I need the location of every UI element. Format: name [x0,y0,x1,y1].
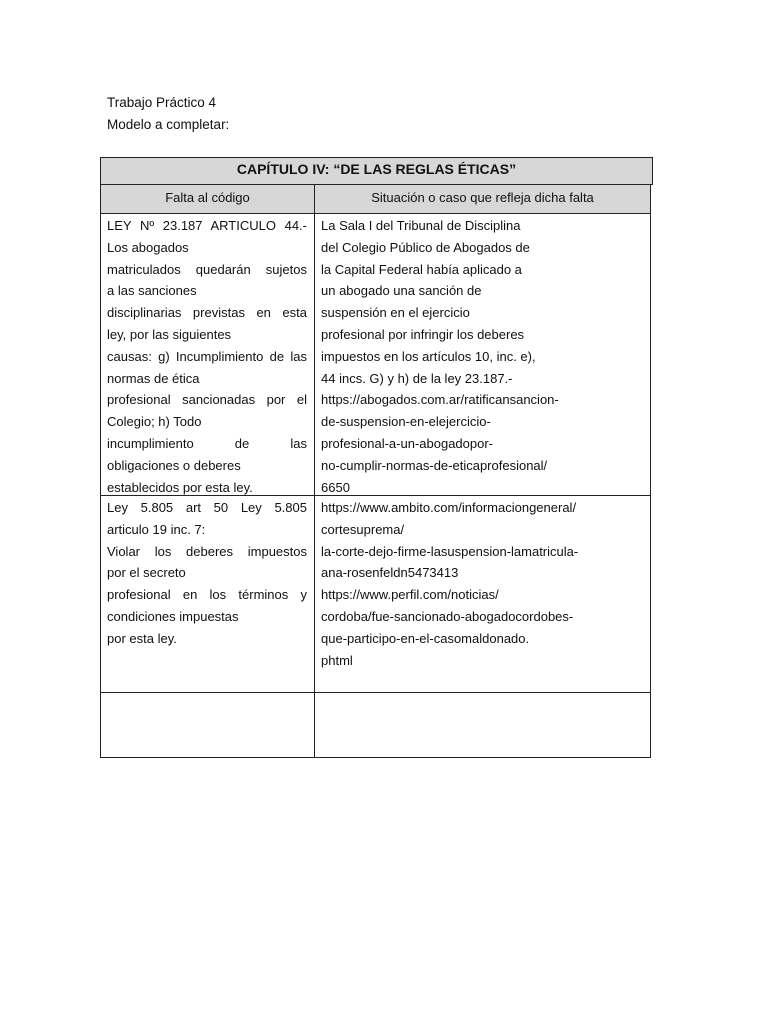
table-cell-situacion-row-3 [314,692,651,758]
falta-line: Los abogados [107,239,189,255]
situacion-line: de-suspension-en-elejercicio- [321,414,491,430]
column-header-situacion: Situación o caso que refleja dicha falta [314,184,651,214]
situacion-line: ana-rosenfeldn5473413 [321,565,459,581]
falta-line: ley, por las siguientes [107,326,232,342]
falta-line: por el secreto [107,565,186,581]
table-cell-falta-row-3 [100,692,315,758]
falta-line: LEY Nº 23.187 ARTICULO 44.- [107,218,307,233]
falta-line: normas de ética [107,370,200,386]
falta-line: articulo 19 inc. 7: [107,521,206,537]
falta-line: profesional sancionadas por el [107,392,307,408]
assignment-title: Trabajo Práctico 4 [107,95,217,110]
cell-text [101,214,314,496]
falta-line: disciplinarias previstas en esta [107,305,307,321]
falta-line: incumplimiento de las [107,435,307,451]
column-header-falta: Falta al código [100,184,315,214]
situacion-line: un abogado una sanción de [321,283,482,299]
cell-text [315,693,650,694]
situacion-line: profesional-a-un-abogadopor- [321,435,494,451]
situacion-line: profesional por infringir los deberes [321,326,525,342]
table-cell-situacion-row-2 [314,495,651,693]
falta-line: matriculados quedarán sujetos [107,261,307,277]
falta-line: obligaciones o deberes [107,457,241,473]
falta-line: causas: g) Incumplimiento de las [107,348,307,364]
falta-line: condiciones impuestas [107,608,239,624]
situacion-line: phtml [321,652,353,668]
situacion-line: https://www.perfil.com/noticias/ [321,587,499,603]
falta-line: a las sanciones [107,283,197,299]
situacion-line: que-participo-en-el-casomaldonado. [321,630,530,646]
table-title: CAPÍTULO IV: “DE LAS REGLAS ÉTICAS” [100,157,653,185]
cell-text [101,693,314,694]
cell-text [101,496,314,650]
situacion-line: la Capital Federal había aplicado a [321,261,522,277]
cell-text [315,214,650,496]
table-cell-falta-row-1 [100,213,315,496]
cell-text [315,496,650,671]
situacion-line: impuestos en los artículos 10, inc. e), [321,348,536,364]
situacion-line: cordoba/fue-sancionado-abogadocordobes- [321,608,574,624]
situacion-line: no-cumplir-normas-de-eticaprofesional/ [321,457,548,473]
falta-line: establecidos por esta ley. [107,479,253,495]
situacion-line: del Colegio Público de Abogados de [321,239,530,255]
situacion-line: suspensión en el ejercicio [321,305,470,321]
situacion-line: cortesuprema/ [321,521,405,537]
situacion-line: https://abogados.com.ar/ratificansancion- [321,392,559,408]
falta-line: por esta ley. [107,630,177,646]
falta-line: profesional en los términos y [107,587,307,603]
situacion-line: https://www.ambito.com/informaciongeneral/ [321,500,577,515]
situacion-line: La Sala I del Tribunal de Disciplina [321,218,521,233]
table-cell-situacion-row-1 [314,213,651,496]
document-header [107,92,229,136]
assignment-subtitle: Modelo a completar: [107,117,230,132]
falta-line: Ley 5.805 art 50 Ley 5.805 [107,500,307,515]
falta-line: Violar los deberes impuestos [107,543,307,559]
table-cell-falta-row-2 [100,495,315,693]
situacion-line: 6650 [321,479,350,495]
falta-line: Colegio; h) Todo [107,414,202,430]
situacion-line: 44 incs. G) y h) de la ley 23.187.- [321,370,513,386]
situacion-line: la-corte-dejo-firme-lasuspension-lamatricula- [321,543,579,559]
